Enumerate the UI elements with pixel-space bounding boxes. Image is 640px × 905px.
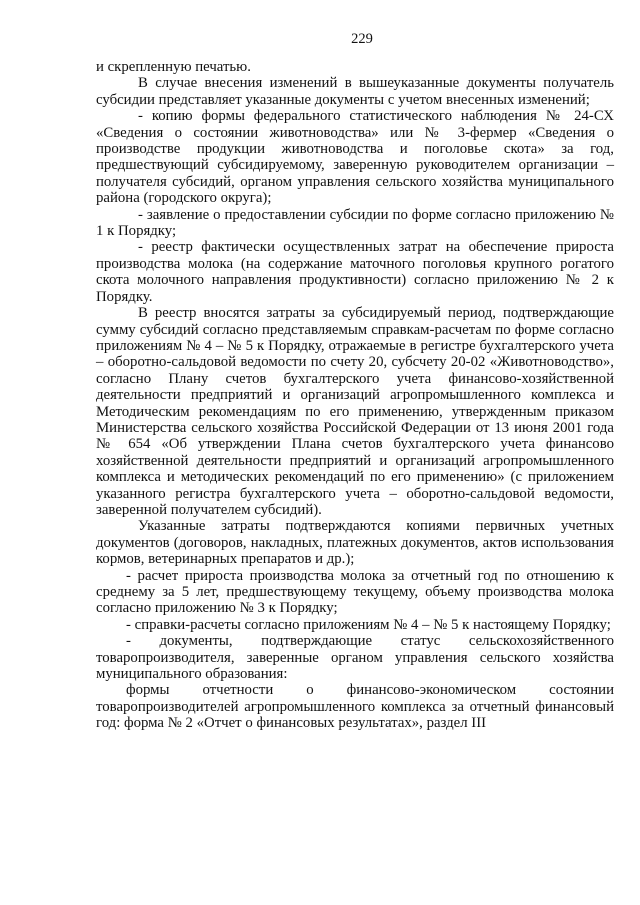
- paragraph: Указанные затраты подтверждаются копиями первичных учетных документов (договоров, накладных, платежных документов, актов использования кормов, ветеринарных препаратов и др.);: [96, 518, 614, 568]
- paragraph: - заявление о предоставлении субсидии по форме согласно приложению № 1 к Порядку;: [96, 206, 614, 240]
- paragraph: - реестр фактически осуществленных затрат на обеспечение прироста производства молока (на содержание маточного поголовья крупного рогатого скота молочного направления продуктивности) согласно приложению № 2 к Порядку.: [96, 239, 614, 305]
- paragraph: - документы, подтверждающие статус сельскохозяйственного товаропроизводителя, заверенные органом управления сельского хозяйства муниципального образования:: [96, 633, 614, 683]
- paragraph: формы отчетности о финансово-экономическом состоянии товаропроизводителей агропромышленного комплекса за отчетный финансовый год: форма № 2 «Отчет о финансовых результатах», раздел III: [96, 682, 614, 732]
- page-number: 229: [351, 31, 373, 47]
- paragraph: - справки-расчеты согласно приложениям № 4 – № 5 к настоящему Порядку;: [126, 616, 611, 633]
- paragraph: - копию формы федерального статистического наблюдения № 24-СХ «Сведения о состоянии животноводства» или № 3-фермер «Сведения о производстве продукции животноводства и поголовье скота» за год, предшествующий субсидируемому, заверенную руководителем организации – получателя субсидий, органом управления сельского хозяйства муниципального района (городского округа);: [96, 108, 614, 207]
- paragraph: и скрепленную печатью.: [96, 59, 251, 75]
- document-body: [96, 59, 614, 732]
- paragraph: В реестр вносятся затраты за субсидируемый период, подтверждающие сумму субсидий согласно представляемым справкам-расчетам по форме согласно приложениям № 4 – № 5 к Порядку, отражаемые в регистре бухгалтерского учета – оборотно-сальдовой ведомости по счету 20, субсчету 20-02 «Животноводство», согласно Плану счетов бухгалтерского учета финансово-хозяйственной деятельности предприятий и организаций агропромышленного комплекса и Методическим рекомендациям по его применению, утвержденным приказом Министерства сельского хозяйства Российской Федерации от 13 июня 2001 года № 654 «Об утверждении Плана счетов бухгалтерского учета финансово хозяйственной деятельности предприятий и организаций агропромышленного комплекса и методических рекомендаций по его применению» (с приложением указанного регистра бухгалтерского учета – оборотно-сальдовой ведомости, заверенной получателем субсидий).: [96, 305, 614, 518]
- paragraph: В случае внесения изменений в вышеуказанные документы получатель субсидии представляет указанные документы с учетом внесенных изменений;: [96, 75, 614, 108]
- paragraph: - расчет прироста производства молока за отчетный год по отношению к среднему за 5 лет, предшествующему текущему, объему производства молока согласно приложению № 3 к Порядку;: [96, 567, 614, 617]
